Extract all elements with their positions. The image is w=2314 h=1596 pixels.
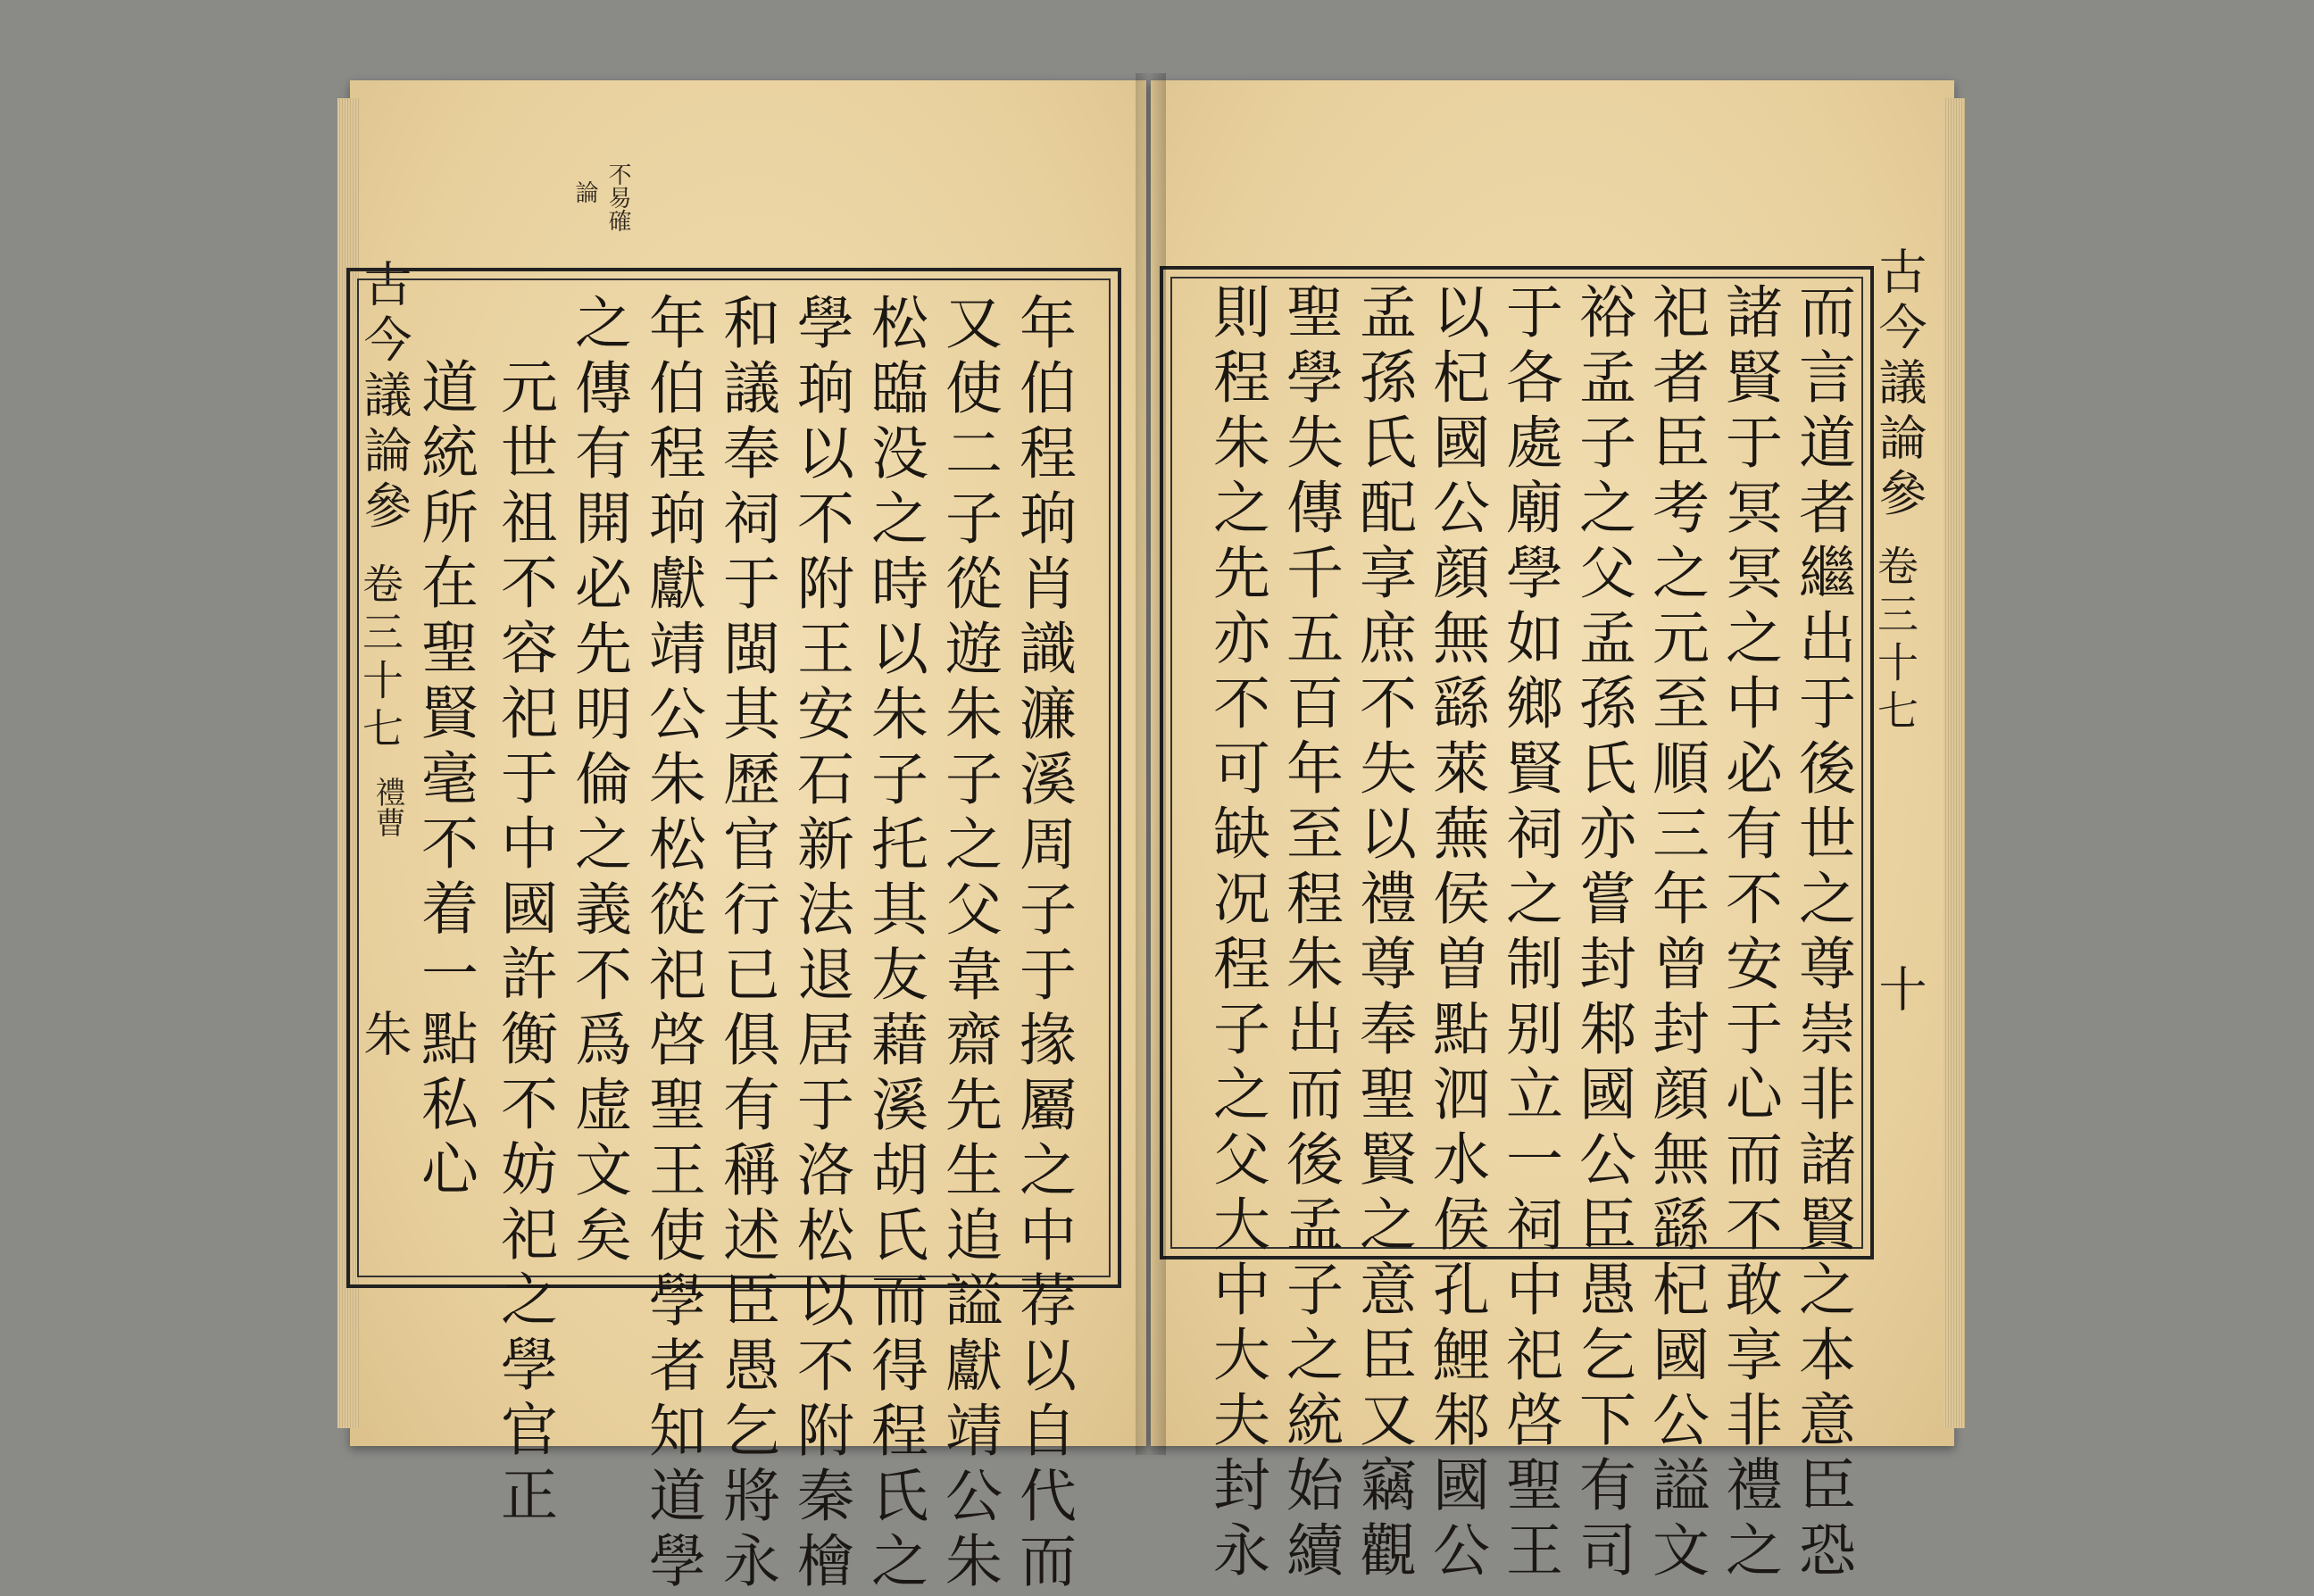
text-column: 年伯程珦獻靖公朱松從祀啓聖王使學者知道學 [639, 293, 705, 1596]
right-page-edges [1944, 98, 1965, 1428]
text-column: 以杞國公顔無繇萊蕪侯曽點泗水侯孔鯉邾國公 [1423, 282, 1489, 1585]
text-column: 和議奉祠于閩其歷官行已俱有稱述臣愚乞將永 [713, 293, 779, 1596]
text-column: 于各處廟學如鄉賢祠之制别立一祠中祀啓聖王 [1496, 282, 1562, 1585]
bankou-volume: 卷三十七 [1871, 544, 1919, 737]
text-column: 年伯程珦肖識濂溪周子于掾屬之中荐以自代而 [1010, 293, 1076, 1596]
margin-annotation-2: 論 [571, 180, 598, 204]
bankou-folio: 十 [1871, 964, 1927, 1019]
text-column: 學珦以不附王安石新法退居于洛松以不附秦檜 [787, 293, 853, 1596]
text-column: 又使二子從遊朱子之父韋齋先生追謚獻靖公朱 [936, 293, 1002, 1596]
margin-annotation: 不易確 [604, 162, 631, 232]
book-gutter [1136, 73, 1166, 1455]
text-column: 諸賢于冥冥之中必有不安于心而不敢享非禮之 [1716, 282, 1782, 1585]
text-column: 松臨没之時以朱子托其友藉溪胡氏而得程氏之 [862, 293, 928, 1596]
right-page [1151, 80, 1954, 1585]
text-column: 聖學失傳千五百年至程朱出而後孟子之統始續 [1277, 282, 1343, 1585]
text-column: 而言道者繼出于後世之尊崇非諸賢之本意臣恐 [1789, 282, 1855, 1585]
bankou-volume: 卷三十七 [356, 562, 404, 755]
text-column: 裕孟子之父孟孫氏亦嘗封邾國公臣愚乞下有司 [1569, 282, 1636, 1585]
bankou-section: 禮曹 [370, 777, 405, 837]
left-page [350, 80, 1146, 1596]
book-spread [350, 73, 1966, 1596]
text-column: 則程朱之先亦不可缺况程子之父大中大夫封永 [1203, 282, 1269, 1585]
bankou-folio: 朱 [356, 1009, 412, 1064]
text-column: 元世祖不容祀于中國許衡不妨祀之學官正 [491, 357, 557, 1530]
bankou-title: 古今議論參 [1871, 246, 1927, 523]
bankou-title: 古今議論參 [356, 259, 412, 536]
text-column: 孟孫氏配享庶不失以禮尊奉聖賢之意臣又竊觀 [1350, 282, 1416, 1585]
text-column: 之傳有開必先明倫之義不爲虚文矣 [565, 293, 631, 1270]
text-column: 道統所在聖賢毫不着一點私心 [412, 357, 478, 1204]
text-column: 祀者臣考之元至順三年曾封顔無繇杞國公謚文 [1643, 282, 1709, 1585]
